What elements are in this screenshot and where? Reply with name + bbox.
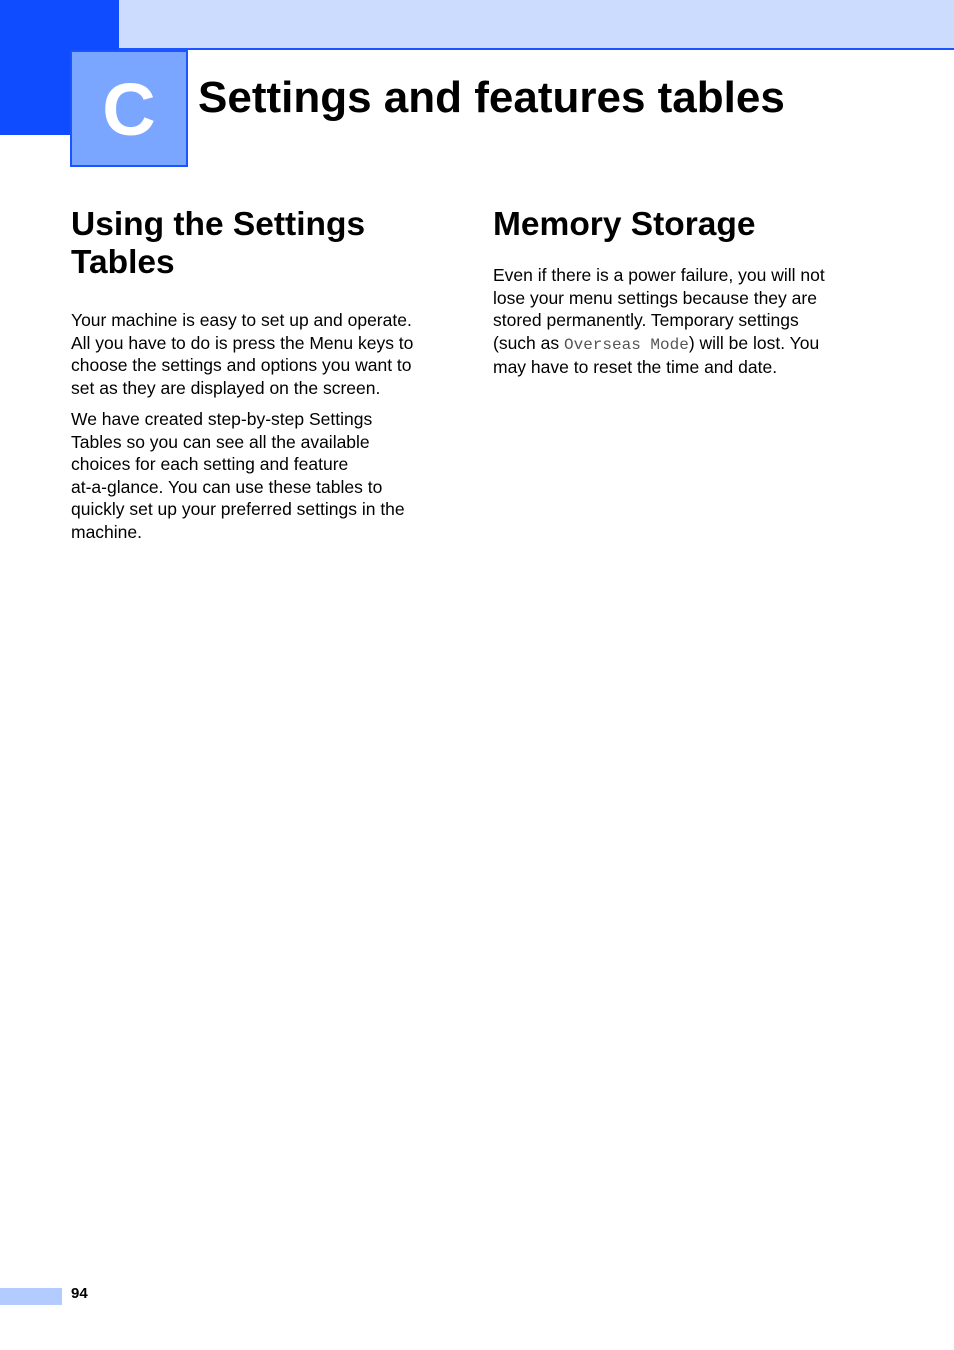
text-line: set as they are displayed on the screen. — [71, 377, 381, 398]
text-line: Your machine is easy to set up and operate. — [71, 310, 412, 330]
paragraph-tables — [71, 408, 443, 543]
text-line: All you have to do is press the Menu keys to — [71, 332, 414, 353]
text-line: lose your menu settings because they are — [493, 287, 817, 308]
paragraph-memory — [493, 264, 865, 379]
heading-line: Tables — [71, 244, 175, 281]
text-fragment: ) will be lost. You — [688, 332, 820, 353]
paragraph-intro — [71, 309, 443, 399]
text-line: machine. — [71, 521, 143, 542]
text-fragment: (such as — [493, 332, 564, 353]
section-heading-memory-storage: Memory Storage — [493, 206, 756, 243]
text-line: choices for each setting and feature — [71, 454, 349, 474]
chapter-title: Settings and features tables — [198, 73, 785, 122]
text-line: may have to reset the time and date. — [493, 357, 778, 377]
menu-setting-name: Overseas Mode — [564, 335, 689, 354]
text-line: We have created step-by-step Settings — [71, 409, 373, 429]
header-band — [0, 0, 954, 50]
text-line: at-a-glance. You can use these tables to — [71, 476, 383, 497]
footer-bar — [0, 1288, 62, 1305]
right-column — [493, 206, 865, 388]
text-line: choose the settings and options you want to — [71, 355, 412, 375]
chapter-letter: C — [102, 67, 156, 151]
left-column — [71, 206, 443, 552]
section-heading-settings-tables — [71, 206, 443, 282]
page-number: 94 — [71, 1285, 88, 1302]
text-line: Even if there is a power failure, you will not — [493, 265, 825, 285]
text-line: Tables so you can see all the available — [71, 431, 370, 452]
text-line: stored permanently. Temporary settings — [493, 310, 799, 330]
heading-line: Using the Settings — [71, 206, 366, 243]
chapter-badge — [70, 50, 188, 167]
text-line: quickly set up your preferred settings in the — [71, 499, 405, 519]
